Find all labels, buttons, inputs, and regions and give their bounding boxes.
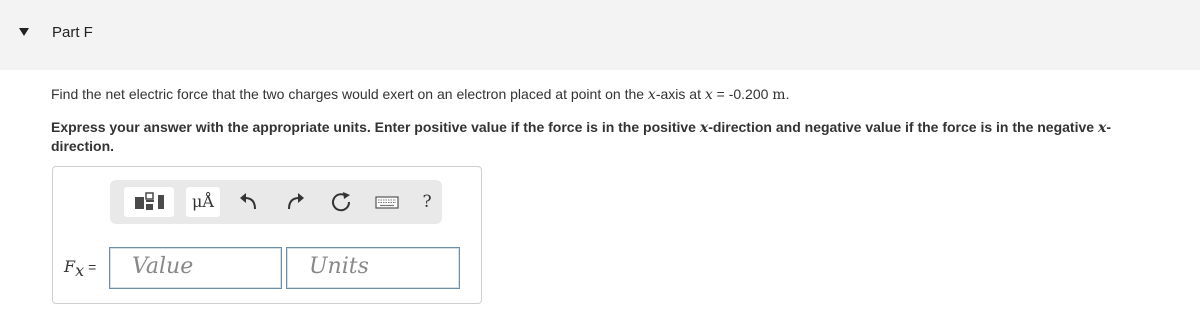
position-value: = -0.200 bbox=[712, 86, 773, 102]
math-toolbar bbox=[110, 180, 442, 224]
instructions-var2: x bbox=[1097, 120, 1107, 136]
reset-button[interactable] bbox=[326, 187, 356, 217]
keyboard-icon bbox=[372, 187, 402, 217]
position-unit: m bbox=[772, 87, 786, 103]
part-title: Part F bbox=[52, 24, 93, 41]
answer-box bbox=[52, 166, 482, 304]
undo-button[interactable] bbox=[234, 187, 264, 217]
redo-button[interactable] bbox=[280, 187, 310, 217]
help-icon: ? bbox=[422, 192, 432, 212]
redo-icon bbox=[280, 187, 310, 217]
question-text-before: Find the net electric force that the two charges would exert on an electron placed at point on the bbox=[51, 86, 648, 102]
keyboard-button[interactable] bbox=[372, 187, 402, 217]
undo-icon bbox=[234, 187, 264, 217]
question-period: . bbox=[785, 86, 790, 102]
units-input[interactable]: Units bbox=[286, 247, 460, 289]
question-text-middle: -axis at bbox=[655, 86, 705, 102]
position-variable: x bbox=[704, 87, 713, 103]
instructions-part3: -direction. bbox=[51, 119, 1111, 154]
variable-label bbox=[64, 257, 96, 280]
units-button[interactable]: μÅ bbox=[186, 187, 220, 217]
value-input[interactable]: Value bbox=[109, 247, 282, 289]
templates-button[interactable] bbox=[124, 187, 174, 217]
variable-main: F bbox=[64, 257, 76, 276]
question-text bbox=[51, 86, 789, 103]
instructions-part1: Express your answer with the appropriate units. Enter positive value if the force is in the positive bbox=[51, 119, 700, 135]
variable-subscript: x bbox=[75, 261, 85, 281]
reset-icon bbox=[326, 187, 356, 217]
part-header[interactable] bbox=[0, 0, 1200, 70]
templates-icon bbox=[124, 187, 174, 217]
answer-instructions bbox=[51, 118, 1161, 155]
instructions-part2: -direction and negative value if the force is in the negative bbox=[708, 119, 1098, 135]
instructions-var1: x bbox=[699, 120, 709, 136]
axis-variable: x bbox=[647, 87, 656, 103]
equals-sign: = bbox=[88, 259, 97, 275]
collapse-triangle-icon[interactable] bbox=[19, 28, 29, 36]
help-button[interactable] bbox=[412, 187, 442, 217]
